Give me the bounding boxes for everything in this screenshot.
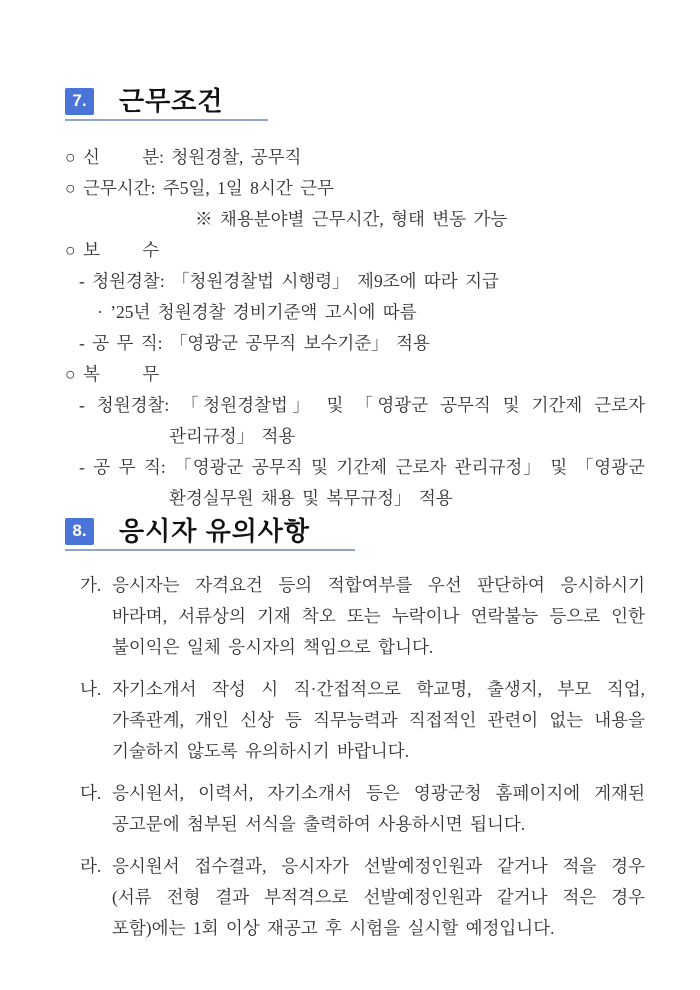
section-8-heading [65,518,355,551]
condition-line: - 청원경찰: 「청원경찰법 시행령」 제9조에 따라 지급 [79,271,499,291]
paragraph-line: 가족관계, 개인 신상 등 직무능력과 직접적인 관련이 없는 내용을 [112,710,645,730]
condition-line: ○ 근무시간: 주5일, 1일 8시간 근무 [65,178,334,198]
paragraph-label: 나. [80,679,102,699]
condition-line: 환경실무원 채용 및 복무규정」 적용 [169,488,453,508]
section-8-number-badge: 8. [65,518,94,545]
condition-line: - 청원경찰: 「청원경찰법」 및 「영광군 공무직 및 기간제 근로자 [79,395,645,415]
notice-paragraph [80,778,645,840]
paragraph-lines [112,570,645,663]
paragraph-line: 공고문에 첨부된 서식을 출력하여 사용하시면 됩니다. [112,814,526,834]
paragraph-line: 응시원서 접수결과, 응시자가 선발예정인원과 같거나 적을 경우 [112,856,645,876]
condition-line: 관리규정」 적용 [169,426,296,446]
notice-paragraph [80,674,645,767]
applicant-notes-list [65,570,645,944]
page-content [65,88,645,944]
section-7-heading [65,88,268,121]
paragraph-lines [112,851,645,944]
condition-line: ○ 신 분: 청원경찰, 공무직 [65,147,302,167]
paragraph-line: 불이익은 일체 응시자의 책임으로 합니다. [112,637,434,657]
paragraph-line: 응시원서, 이력서, 자기소개서 등은 영광군청 홈페이지에 게재된 [112,783,645,803]
notice-paragraph [80,570,645,663]
section-7 [65,88,645,514]
paragraph-label: 라. [80,856,102,876]
paragraph-label: 가. [80,575,102,595]
paragraph-line: (서류 전형 결과 부적격으로 선발예정인원과 같거나 적은 경우 [112,887,645,907]
working-conditions-list [65,142,645,514]
paragraph-line: 기술하지 않도록 유의하시기 바랍니다. [112,741,409,761]
section-8-title: 응시자 유의사항 [119,516,311,546]
section-7-title: 근무조건 [119,86,224,116]
notice-paragraph [80,851,645,944]
section-8 [65,518,645,944]
section-7-number-badge: 7. [65,88,94,115]
paragraph-lines [112,778,645,840]
paragraph-lines [112,674,645,767]
paragraph-line: 바라며, 서류상의 기재 착오 또는 누락이나 연락불능 등으로 인한 [112,606,645,626]
condition-line: - 공 무 직: 「영광군 공무직 보수기준」 적용 [79,333,430,353]
paragraph-line: 자기소개서 작성 시 직·간접적으로 학교명, 출생지, 부모 직업, [112,679,645,699]
paragraph-label: 다. [80,783,102,803]
paragraph-line: 포함)에는 1회 이상 재공고 후 시험을 실시할 예정입니다. [112,918,555,938]
condition-line: ※ 채용분야별 근무시간, 형태 변동 가능 [195,209,508,229]
condition-line: ○ 보 수 [65,240,160,260]
condition-line: - 공 무 직: 「영광군 공무직 및 기간제 근로자 관리규정」 및 「영광군 [79,457,645,477]
paragraph-line: 응시자는 자격요건 등의 적합여부를 우선 판단하여 응시하시기 [112,575,645,595]
condition-line: ○ 복 무 [65,364,160,384]
condition-line: · ’25년 청원경찰 경비기준액 고시에 따름 [97,302,417,322]
